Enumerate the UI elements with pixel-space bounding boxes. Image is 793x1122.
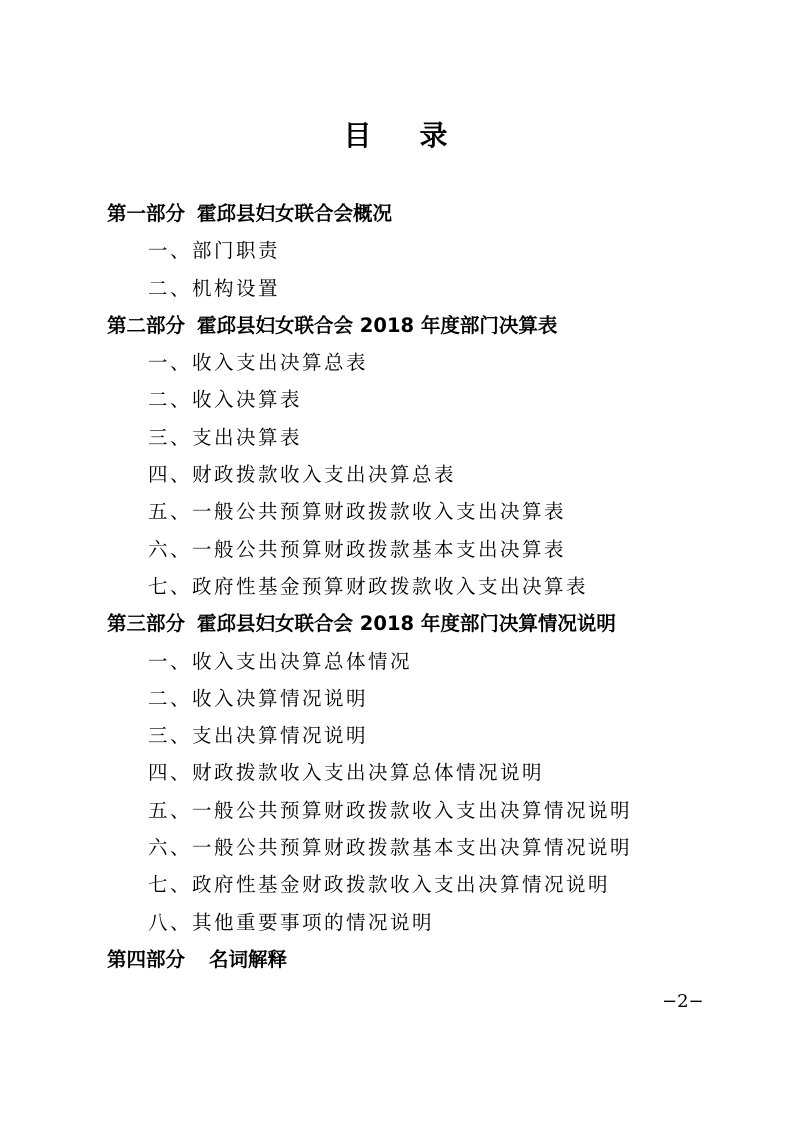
page-title (0, 116, 793, 156)
toc-item[interactable]: 三、支出决算情况说明 (148, 724, 369, 748)
toc-item[interactable]: 一、收入支出决算总体情况 (148, 649, 413, 673)
toc-item[interactable]: 一、收入支出决算总表 (148, 351, 369, 375)
title-char-2: 录 (419, 119, 450, 152)
toc-item[interactable]: 六、一般公共预算财政拨款基本支出决算情况说明 (148, 836, 633, 860)
toc-item[interactable]: 六、一般公共预算财政拨款基本支出决算表 (148, 537, 567, 561)
toc-item[interactable]: 七、政府性基金预算财政拨款收入支出决算表 (148, 574, 589, 598)
toc-item[interactable]: 一、部门职责 (148, 239, 281, 263)
toc-item[interactable]: 五、一般公共预算财政拨款收入支出决算表 (148, 500, 567, 524)
part-2-heading[interactable] (0, 307, 793, 344)
part-name: 霍邱县妇女联合会 2018 年度部门决算表 (197, 313, 558, 337)
part-label: 第三部分 (107, 612, 186, 636)
part-label: 第一部分 (107, 202, 186, 225)
toc-item[interactable]: 二、收入决算表 (148, 388, 303, 412)
part-name: 霍邱县妇女联合会 2018 年度部门决算情况说明 (197, 612, 616, 636)
toc-item[interactable]: 四、财政拨款收入支出决算总表 (148, 463, 457, 487)
part-3-heading[interactable] (0, 605, 793, 642)
title-char-1: 目 (343, 119, 374, 152)
table-of-contents (0, 195, 793, 978)
toc-item[interactable]: 七、政府性基金财政拨款收入支出决算情况说明 (148, 873, 611, 897)
toc-item[interactable]: 二、收入决算情况说明 (148, 686, 369, 710)
part-1-heading[interactable] (0, 195, 793, 232)
part-label: 第四部分 (107, 947, 186, 971)
page-number: −2− (662, 991, 704, 1012)
part-name: 霍邱县妇女联合会概况 (197, 202, 393, 225)
toc-item[interactable]: 八、其他重要事项的情况说明 (148, 910, 435, 934)
part-4-heading[interactable] (0, 941, 793, 978)
toc-item[interactable]: 五、一般公共预算财政拨款收入支出决算情况说明 (148, 798, 633, 822)
toc-item[interactable]: 二、机构设置 (148, 276, 281, 300)
part-name: 名词解释 (209, 947, 288, 971)
part-label: 第二部分 (107, 313, 186, 337)
toc-item[interactable]: 四、财政拨款收入支出决算总体情况说明 (148, 761, 545, 785)
toc-item[interactable]: 三、支出决算表 (148, 425, 303, 449)
